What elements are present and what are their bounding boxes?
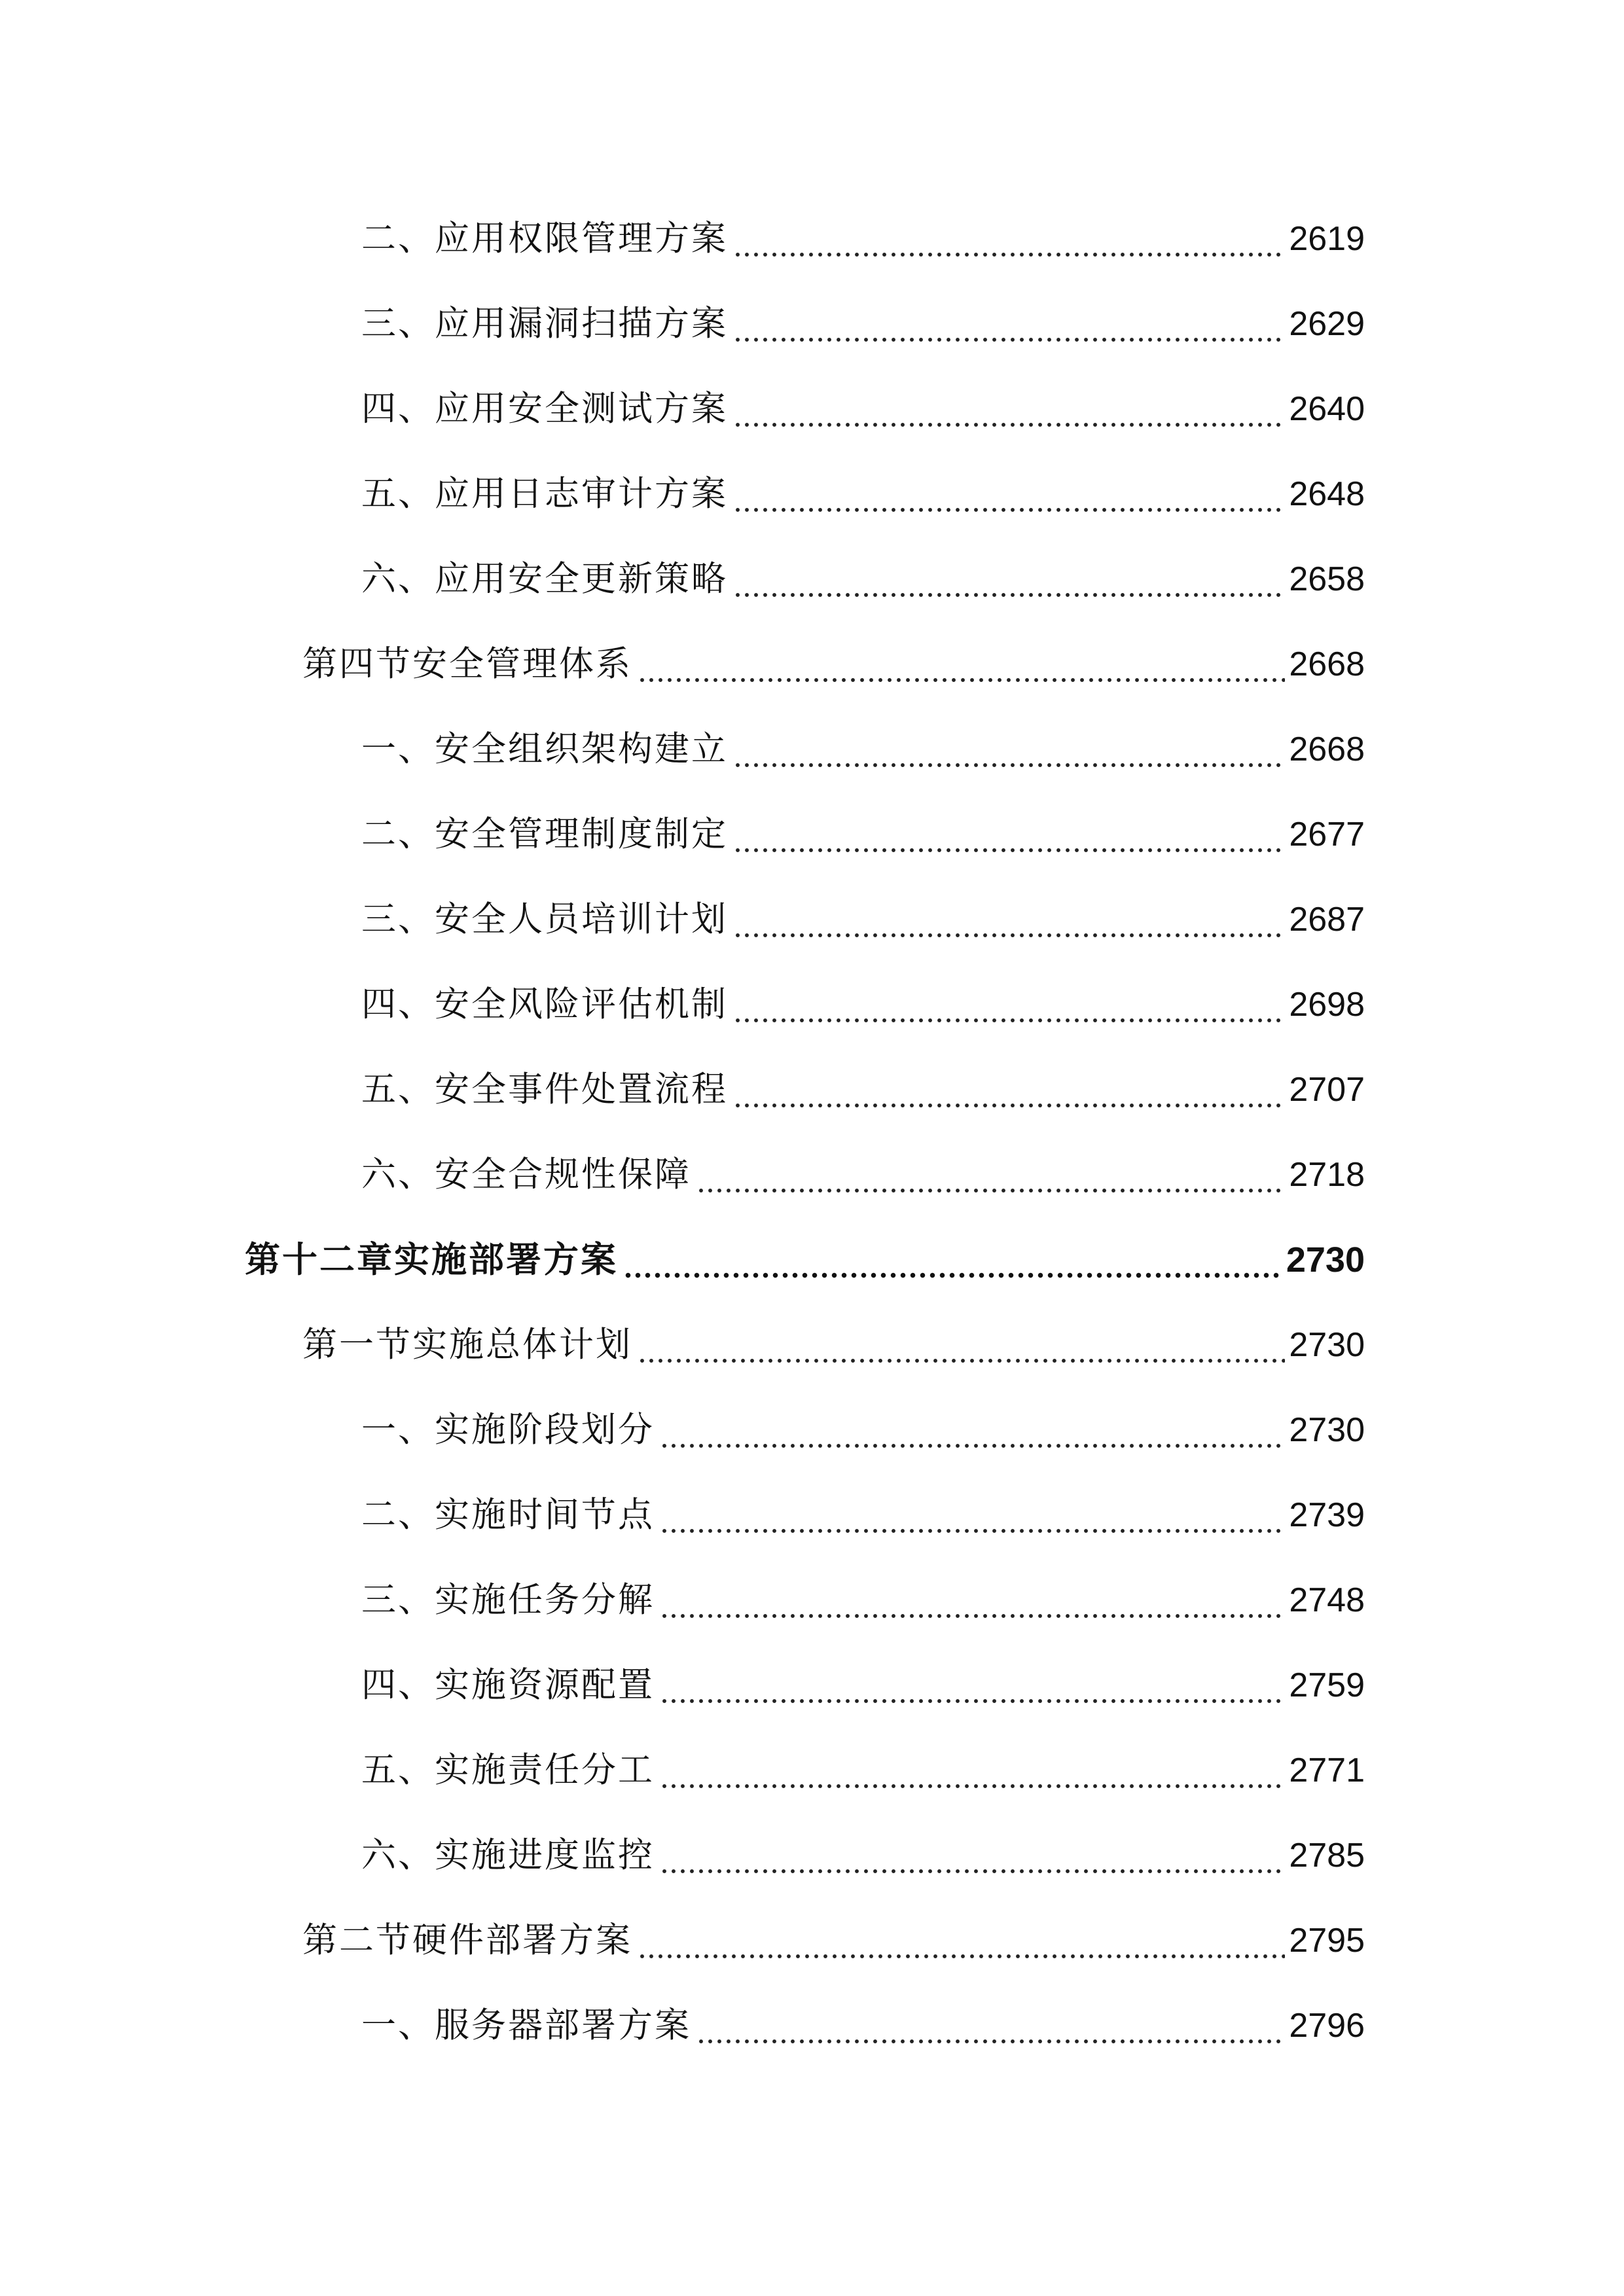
dot-leader xyxy=(638,1319,1285,1371)
toc-entry-section[interactable] xyxy=(302,1914,1365,1967)
toc-entry-page: 2796 xyxy=(1289,2007,1365,2045)
toc-entry-page: 2785 xyxy=(1289,1837,1365,1874)
toc-entry[interactable] xyxy=(361,298,1365,350)
toc-entry[interactable] xyxy=(361,1149,1365,1201)
toc-entry[interactable] xyxy=(361,1744,1365,1797)
dot-leader xyxy=(733,808,1285,861)
dot-leader xyxy=(660,1404,1285,1456)
toc-entry-title: 三、应用漏洞扫描方案 xyxy=(361,304,728,344)
toc-entry[interactable] xyxy=(361,1404,1365,1456)
dot-leader xyxy=(733,1064,1285,1116)
dot-leader xyxy=(733,213,1285,265)
dot-leader xyxy=(638,1914,1285,1967)
toc-entry[interactable] xyxy=(361,1574,1365,1626)
toc-entry[interactable] xyxy=(361,1659,1365,1712)
dot-leader xyxy=(660,1659,1285,1712)
toc-entry-page: 2759 xyxy=(1289,1666,1365,1704)
toc-entry[interactable] xyxy=(361,2000,1365,2052)
toc-entry-title: 五、应用日志审计方案 xyxy=(361,474,728,514)
toc-entry-page: 2687 xyxy=(1289,901,1365,939)
toc-entry-section[interactable] xyxy=(302,638,1365,691)
dot-leader xyxy=(660,1489,1285,1541)
toc-entry-page: 2718 xyxy=(1289,1156,1365,1194)
dot-leader xyxy=(696,1149,1285,1201)
dot-leader xyxy=(733,978,1285,1031)
toc-entry-title: 五、实施责任分工 xyxy=(361,1750,655,1790)
toc-entry[interactable] xyxy=(361,893,1365,946)
toc-entry-title: 四、应用安全测试方案 xyxy=(361,389,728,429)
toc-entry-title: 二、应用权限管理方案 xyxy=(361,219,728,259)
toc-entry-title: 三、安全人员培训计划 xyxy=(361,899,728,939)
toc-entry-page: 2739 xyxy=(1289,1496,1365,1534)
toc-entry-title: 三、实施任务分解 xyxy=(361,1580,655,1620)
toc-entry-page: 2698 xyxy=(1289,986,1365,1024)
toc-entry-title: 第四节安全管理体系 xyxy=(302,644,632,684)
toc-entry[interactable] xyxy=(361,468,1365,520)
toc-entry-title: 五、安全事件处置流程 xyxy=(361,1069,728,1109)
toc-entry[interactable] xyxy=(361,723,1365,776)
toc-entry-page: 2640 xyxy=(1289,390,1365,428)
toc-entry-page: 2619 xyxy=(1289,220,1365,258)
toc-entry[interactable] xyxy=(361,808,1365,861)
toc-entry[interactable] xyxy=(361,978,1365,1031)
dot-leader xyxy=(733,723,1285,776)
dot-leader xyxy=(660,1574,1285,1626)
toc-entry-title: 六、安全合规性保障 xyxy=(361,1155,691,1194)
dot-leader xyxy=(660,1744,1285,1797)
toc-entry-title: 第一节实施总体计划 xyxy=(302,1325,632,1365)
toc-entry-page: 2748 xyxy=(1289,1581,1365,1619)
toc-entry-title: 二、实施时间节点 xyxy=(361,1495,655,1535)
toc-entry[interactable] xyxy=(361,1829,1365,1882)
toc-entry-section[interactable] xyxy=(302,1319,1365,1371)
toc-entry-page: 2648 xyxy=(1289,475,1365,513)
dot-leader xyxy=(733,553,1285,605)
toc-entry-title: 第二节硬件部署方案 xyxy=(302,1920,632,1960)
dot-leader xyxy=(638,638,1285,691)
toc-entry-page: 2795 xyxy=(1289,1922,1365,1960)
toc-entry-title: 第十二章实施部署方案 xyxy=(245,1239,618,1280)
dot-leader xyxy=(623,1234,1282,1286)
toc-entry-page: 2677 xyxy=(1289,816,1365,853)
toc-entry-title: 六、应用安全更新策略 xyxy=(361,559,728,599)
toc-entry-page: 2771 xyxy=(1289,1751,1365,1789)
dot-leader xyxy=(733,298,1285,350)
toc-entry-chapter[interactable] xyxy=(245,1234,1365,1286)
dot-leader xyxy=(660,1829,1285,1882)
dot-leader xyxy=(733,893,1285,946)
toc-entry-page: 2730 xyxy=(1289,1411,1365,1449)
toc-entry-title: 一、安全组织架构建立 xyxy=(361,729,728,769)
toc-entry-title: 二、安全管理制度制定 xyxy=(361,814,728,854)
toc-entry-page: 2668 xyxy=(1289,730,1365,768)
toc-entry[interactable] xyxy=(361,1489,1365,1541)
toc-entry-page: 2730 xyxy=(1289,1326,1365,1364)
toc-entry-title: 四、安全风险评估机制 xyxy=(361,984,728,1024)
dot-leader xyxy=(733,383,1285,435)
toc-entry-page: 2658 xyxy=(1289,560,1365,598)
toc-entry[interactable] xyxy=(361,553,1365,605)
dot-leader xyxy=(733,468,1285,520)
toc-entry-title: 一、实施阶段划分 xyxy=(361,1410,655,1450)
toc-entry-page: 2707 xyxy=(1289,1071,1365,1109)
toc-entry[interactable] xyxy=(361,383,1365,435)
toc-entry-title: 六、实施进度监控 xyxy=(361,1835,655,1875)
toc-entry[interactable] xyxy=(361,1064,1365,1116)
dot-leader xyxy=(696,2000,1285,2052)
toc-entry-page: 2668 xyxy=(1289,645,1365,683)
toc-entry[interactable] xyxy=(361,213,1365,265)
toc-entry-page: 2730 xyxy=(1286,1240,1365,1280)
toc-entry-page: 2629 xyxy=(1289,305,1365,343)
toc-entry-title: 一、服务器部署方案 xyxy=(361,2005,691,2045)
toc-entry-title: 四、实施资源配置 xyxy=(361,1665,655,1705)
